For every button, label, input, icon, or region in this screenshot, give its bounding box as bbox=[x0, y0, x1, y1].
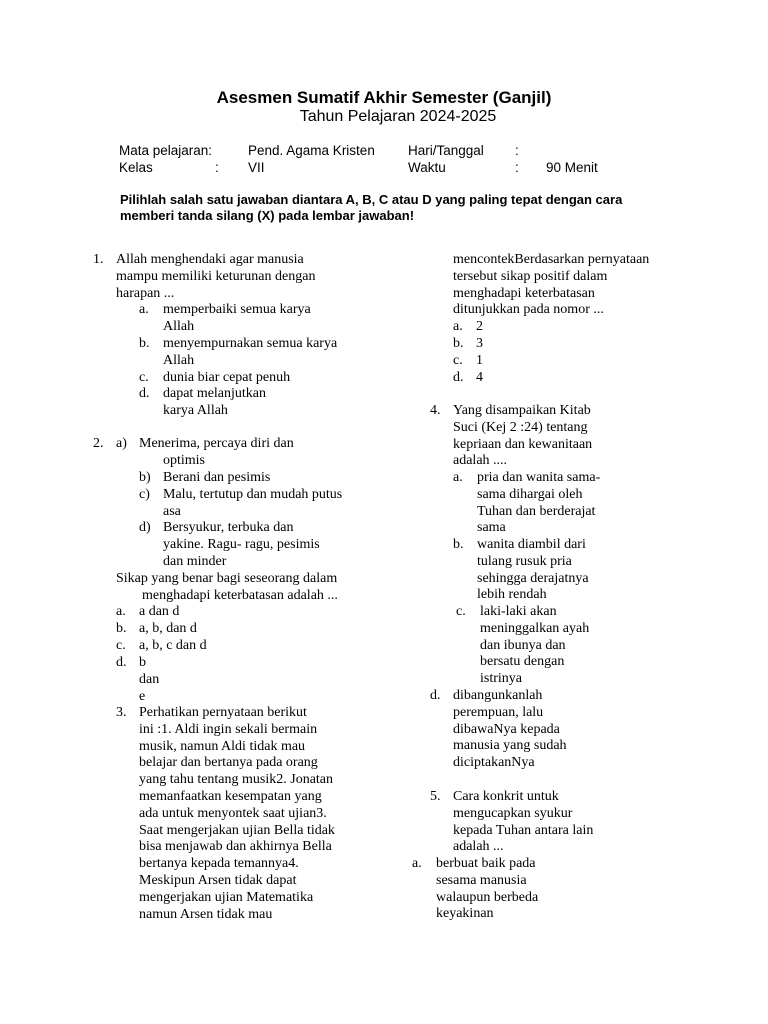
option-letter: a. bbox=[412, 856, 422, 871]
question-stem: Sikap yang benar bagi seseorang dalam menghadapi keterbatasan adalah ... bbox=[116, 571, 338, 603]
option-text: dapat melanjutkan karya Allah bbox=[163, 386, 267, 418]
option-text: dibangunkanlah perempuan, lalu dibawaNya kepada manusia yang sudah diciptakanNya bbox=[453, 688, 567, 771]
statement-text: Malu, tertutup dan mudah putus asa bbox=[163, 487, 343, 519]
page-title: Asesmen Sumatif Akhir Semester (Ganjil) bbox=[216, 88, 552, 107]
subject-value: Pend. Agama Kristen bbox=[248, 143, 375, 158]
option-text: a, b, c dan d bbox=[139, 638, 207, 653]
statement-letter: d) bbox=[139, 520, 151, 535]
option-text: wanita diambil dari tulang rusuk pria sehingga derajatnya lebih rendah bbox=[477, 537, 589, 603]
page-subtitle: Tahun Pelajaran 2024-2025 bbox=[299, 108, 497, 125]
subject-label: Mata pelajaran: bbox=[119, 143, 213, 158]
option-letter: d. bbox=[430, 688, 441, 703]
question-stem: mencontekBerdasarkan pernyataan tersebut sikap positif dalam menghadapi keterbatasan ditunjukkan pada nomor ... bbox=[453, 252, 650, 318]
option-text: 4 bbox=[476, 370, 483, 385]
time-value: 90 Menit bbox=[546, 160, 598, 175]
time-label: Waktu bbox=[408, 160, 446, 175]
question-stem: Allah menghendaki agar manusia mampu memiliki keturunan dengan harapan ... bbox=[116, 252, 316, 301]
option-letter: d. bbox=[139, 386, 150, 401]
option-letter: c. bbox=[456, 604, 466, 619]
option-letter: b. bbox=[139, 336, 150, 351]
option-text: memperbaiki semua karya Allah bbox=[163, 302, 311, 334]
option-text: b dan e bbox=[139, 655, 160, 704]
option-text: menyempurnakan semua karya Allah bbox=[163, 336, 338, 368]
option-text: 2 bbox=[476, 319, 483, 334]
option-letter: a. bbox=[116, 604, 126, 619]
option-text: pria dan wanita sama- sama dihargai oleh Tuhan dan berderajat sama bbox=[477, 470, 601, 536]
option-text: laki-laki akan meninggalkan ayah dan ibunya dan bersatu dengan istrinya bbox=[480, 604, 590, 687]
option-text: 1 bbox=[476, 353, 483, 368]
option-letter: d. bbox=[116, 655, 127, 670]
option-letter: b. bbox=[453, 537, 464, 552]
question-number: 2. bbox=[93, 436, 104, 451]
time-colon: : bbox=[515, 160, 519, 175]
option-letter: b. bbox=[116, 621, 127, 636]
instruction bbox=[120, 192, 622, 224]
question-number: 5. bbox=[430, 789, 441, 804]
question-stem: Yang disampaikan Kitab Suci (Kej 2 :24) tentang kepriaan dan kewanitaan adalah .... bbox=[453, 403, 593, 469]
option-letter: c. bbox=[453, 353, 463, 368]
option-letter: b. bbox=[453, 336, 464, 351]
option-text: berbuat baik pada sesama manusia walaupun berbeda keyakinan bbox=[436, 856, 539, 922]
statement-letter: c) bbox=[139, 487, 150, 502]
option-letter: a. bbox=[139, 302, 149, 317]
option-letter: a. bbox=[453, 319, 463, 334]
question-number: 1. bbox=[93, 252, 104, 267]
question-stem: Cara konkrit untuk mengucapkan syukur kepada Tuhan antara lain adalah ... bbox=[453, 789, 594, 855]
option-letter: a. bbox=[453, 470, 463, 485]
option-letter: c. bbox=[139, 370, 149, 385]
statement-text: Bersyukur, terbuka dan yakine. Ragu- ragu, pesimis dan minder bbox=[163, 520, 320, 569]
class-colon: : bbox=[215, 160, 219, 175]
statement-letter: b) bbox=[139, 470, 151, 485]
instruction-line: Pilihlah salah satu jawaban diantara A, B, C atau D yang paling tepat dengan cara bbox=[120, 192, 623, 207]
option-text: a dan d bbox=[139, 604, 180, 619]
question-number: 4. bbox=[430, 403, 441, 418]
class-label: Kelas bbox=[119, 160, 153, 175]
option-letter: c. bbox=[116, 638, 126, 653]
question-number: 3. bbox=[116, 705, 127, 720]
day-colon: : bbox=[515, 143, 519, 158]
class-value: VII bbox=[248, 160, 265, 175]
option-text: 3 bbox=[476, 336, 483, 351]
statement-letter: a) bbox=[116, 436, 127, 451]
day-label: Hari/Tanggal bbox=[408, 143, 484, 158]
option-text: dunia biar cepat penuh bbox=[163, 370, 291, 385]
option-letter: d. bbox=[453, 370, 464, 385]
option-text: a, b, dan d bbox=[139, 621, 197, 636]
instruction-line: memberi tanda silang (X) pada lembar jawaban! bbox=[120, 208, 415, 223]
statement-text: Berani dan pesimis bbox=[163, 470, 271, 485]
statement-text: Menerima, percaya diri dan optimis bbox=[139, 436, 294, 468]
question-stem: Perhatikan pernyataan berikut ini :1. Aldi ingin sekali bermain musik, namun Aldi tidak mau belajar dan bertanya pada orang yang tahu tentang musik2. Jonatan memanfaatkan kesempatan yang ada untuk menyontek saat ujian3. Saat mengerjakan ujian Bella tidak bisa menjawab dan akhirnya Bella bertanya kepada temannya4. Meskipun Arsen tidak dapat mengerjakan ujian Matematika namun Arsen tidak mau bbox=[139, 705, 335, 922]
